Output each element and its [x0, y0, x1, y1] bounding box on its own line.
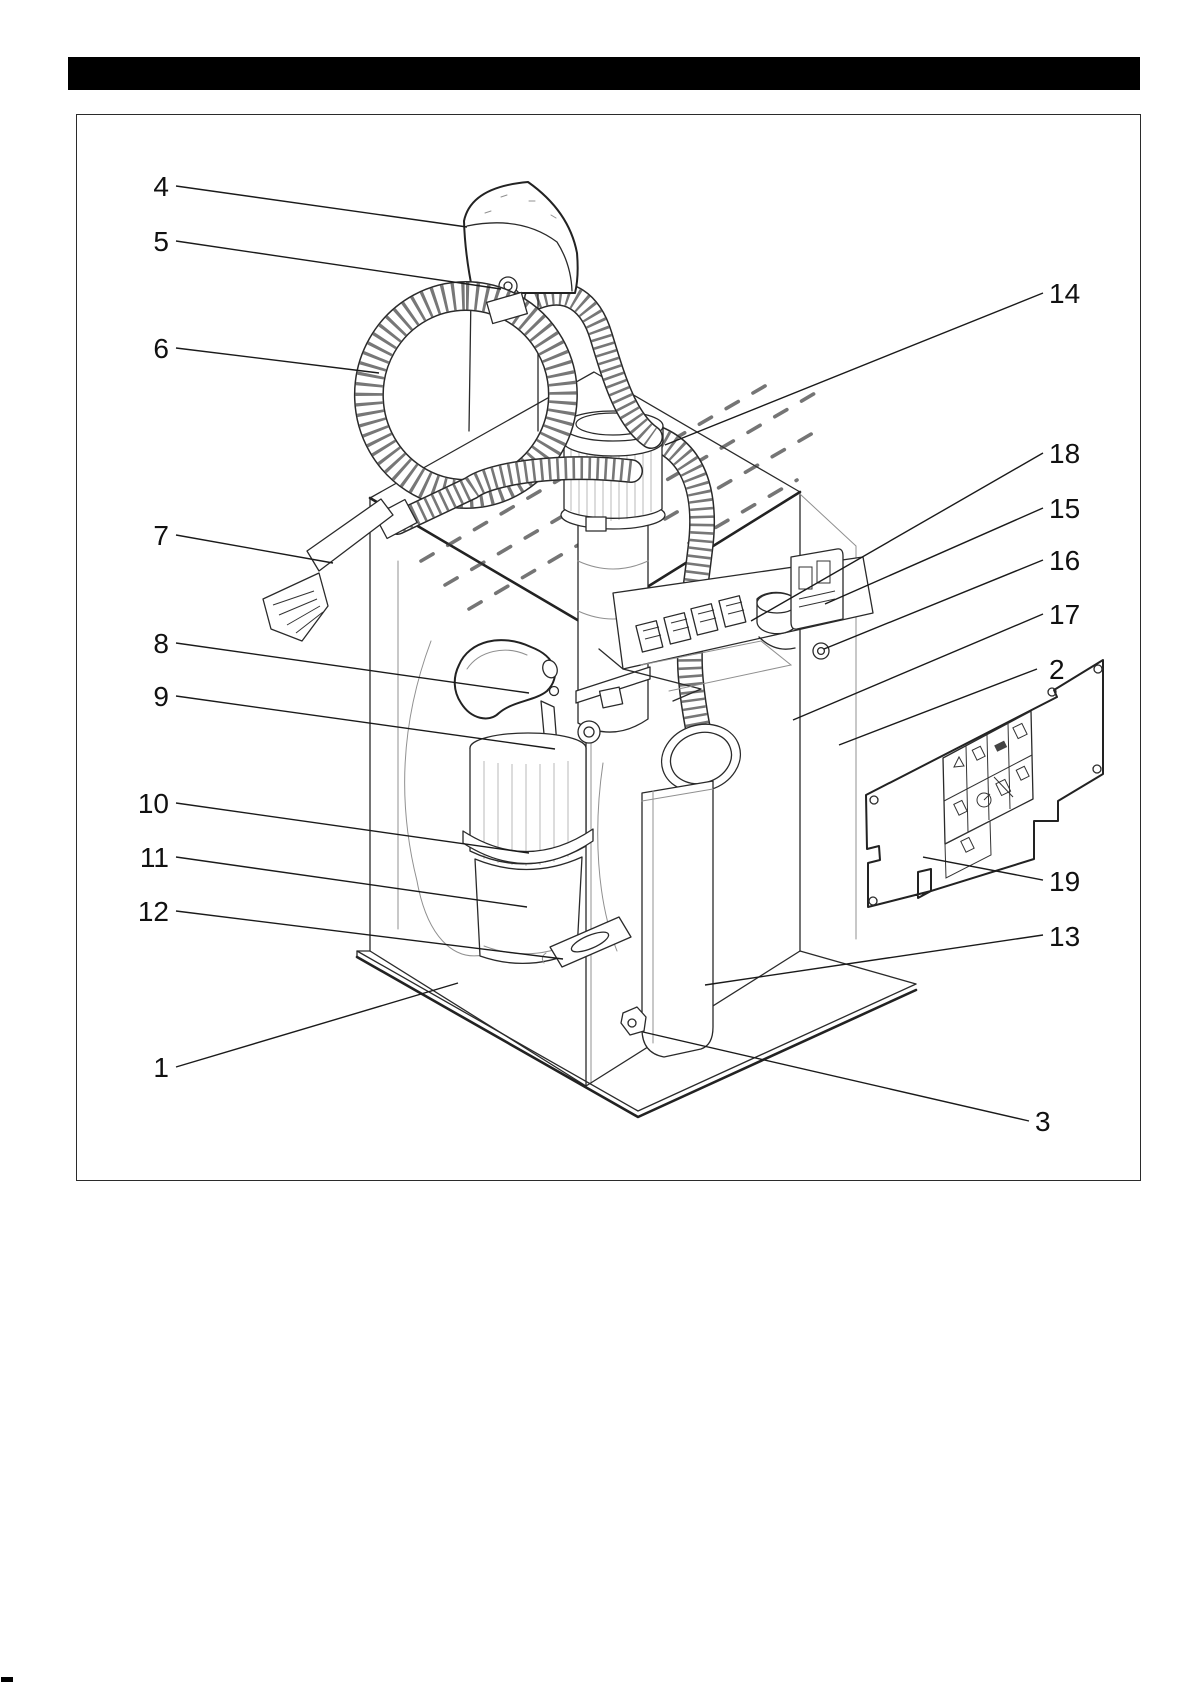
- callout-label-14: 14: [1049, 278, 1081, 309]
- leader-line-5: [176, 241, 501, 289]
- leader-line-6: [176, 348, 379, 373]
- callout-label-13: 13: [1049, 921, 1081, 952]
- callout-label-18: 18: [1049, 438, 1081, 469]
- callout-label-11: 11: [139, 842, 169, 873]
- callout-label-15: 15: [1049, 493, 1081, 524]
- callout-label-9: 9: [153, 681, 169, 712]
- cable-gland: [813, 643, 829, 659]
- callout-label-19: 19: [1049, 866, 1081, 897]
- callout-label-6: 6: [153, 333, 169, 364]
- callout-label-16: 16: [1049, 545, 1081, 576]
- leader-line-1: [176, 983, 458, 1067]
- callout-label-12: 12: [137, 896, 169, 927]
- discharge-duct: [642, 781, 713, 1057]
- callout-label-2: 2: [1049, 654, 1065, 685]
- callout-label-8: 8: [153, 628, 169, 659]
- leader-line-3: [643, 1032, 1029, 1121]
- callout-label-3: 3: [1035, 1106, 1051, 1137]
- leader-line-15: [825, 508, 1043, 604]
- leader-line-14: [665, 293, 1043, 445]
- callout-label-7: 7: [153, 520, 169, 551]
- breaker-panel: [791, 549, 843, 629]
- callout-label-1: 1: [153, 1052, 169, 1083]
- callout-label-10: 10: [137, 788, 169, 819]
- callout-label-5: 5: [153, 226, 169, 257]
- leader-line-18: [751, 453, 1043, 621]
- leader-line-13: [705, 935, 1043, 985]
- leader-line-11: [176, 857, 527, 907]
- header-bar: [68, 57, 1140, 90]
- figure-canvas: [76, 114, 1141, 1181]
- leader-line-4: [176, 186, 467, 227]
- leader-line-17: [793, 614, 1043, 720]
- print-registration-mark: [1, 1677, 13, 1682]
- callout-label-4: 4: [153, 171, 169, 202]
- callout-label-17: 17: [1049, 599, 1081, 630]
